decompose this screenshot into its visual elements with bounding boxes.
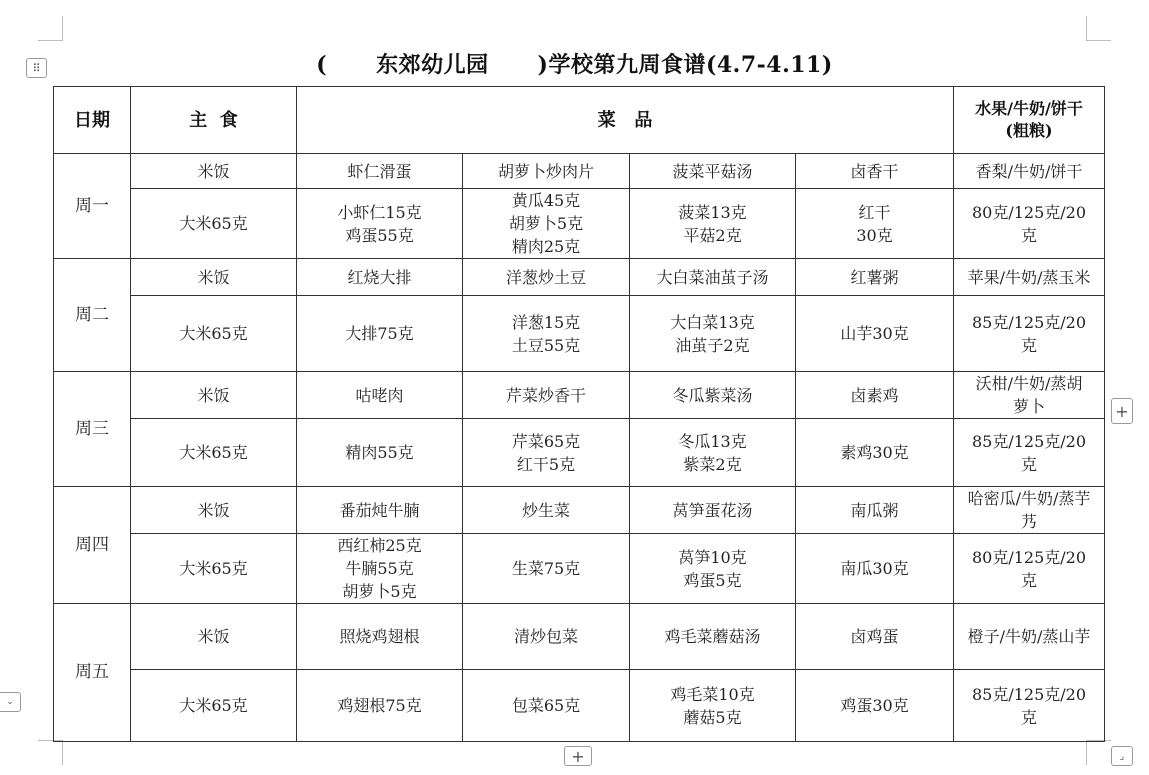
table-resize-icon[interactable]: ⌟ xyxy=(1111,746,1133,766)
soup-amount: 大白菜13克 油茧子2克 xyxy=(630,296,796,372)
menu-table xyxy=(53,86,1105,742)
fruit-amount: 85克/125克/20 克 xyxy=(954,419,1105,487)
fruit-name: 苹果/牛奶/蒸玉米 xyxy=(954,259,1105,296)
table-row xyxy=(54,259,1105,296)
soup-name: 菠菜平菇汤 xyxy=(630,154,796,189)
snack-amount: 南瓜30克 xyxy=(796,534,954,604)
dish-amount: 生菜75克 xyxy=(463,534,630,604)
dish-name: 番茄炖牛腩 xyxy=(297,487,463,534)
dish-amount: 黄瓜45克 胡萝卜5克 精肉25克 xyxy=(463,189,630,259)
table-move-handle-icon[interactable]: ⠿ xyxy=(26,58,47,78)
staple-amount: 大米65克 xyxy=(131,189,297,259)
day-cell: 周四 xyxy=(54,487,131,604)
crop-mark-bottom-left xyxy=(38,740,63,765)
dish-name: 芹菜炒香干 xyxy=(463,372,630,419)
soup-amount: 莴笋10克 鸡蛋5克 xyxy=(630,534,796,604)
snack-name: 卤香干 xyxy=(796,154,954,189)
staple-name: 米饭 xyxy=(131,604,297,670)
fruit-amount: 80克/125克/20 克 xyxy=(954,189,1105,259)
table-row xyxy=(54,604,1105,670)
table-row xyxy=(54,534,1105,604)
dish-amount: 包菜65克 xyxy=(463,670,630,742)
snack-amount: 鸡蛋30克 xyxy=(796,670,954,742)
header-dishes: 菜 品 xyxy=(297,87,954,154)
header-row xyxy=(54,87,1105,154)
header-date: 日期 xyxy=(54,87,131,154)
soup-name: 冬瓜紫菜汤 xyxy=(630,372,796,419)
crop-mark-top-right xyxy=(1086,16,1111,41)
table-row xyxy=(54,372,1105,419)
table-row xyxy=(54,154,1105,189)
snack-amount: 红干 30克 xyxy=(796,189,954,259)
staple-name: 米饭 xyxy=(131,372,297,419)
day-cell: 周五 xyxy=(54,604,131,742)
staple-amount: 大米65克 xyxy=(131,419,297,487)
snack-amount: 山芋30克 xyxy=(796,296,954,372)
day-cell: 周一 xyxy=(54,154,131,259)
staple-amount: 大米65克 xyxy=(131,534,297,604)
dish-amount: 洋葱15克 土豆55克 xyxy=(463,296,630,372)
dish-name: 清炒包菜 xyxy=(463,604,630,670)
dish-amount: 大排75克 xyxy=(297,296,463,372)
table-row xyxy=(54,296,1105,372)
header-staple: 主 食 xyxy=(131,87,297,154)
staple-amount: 大米65克 xyxy=(131,296,297,372)
staple-name: 米饭 xyxy=(131,487,297,534)
chevron-down-icon[interactable]: ⌄ xyxy=(0,692,21,712)
dish-name: 胡萝卜炒肉片 xyxy=(463,154,630,189)
soup-name: 莴笋蛋花汤 xyxy=(630,487,796,534)
snack-name: 南瓜粥 xyxy=(796,487,954,534)
fruit-name: 沃柑/牛奶/蒸胡 萝卜 xyxy=(954,372,1105,419)
soup-name: 大白菜油茧子汤 xyxy=(630,259,796,296)
soup-amount: 鸡毛菜10克 蘑菇5克 xyxy=(630,670,796,742)
crop-mark-bottom-right xyxy=(1086,740,1111,765)
staple-name: 米饭 xyxy=(131,259,297,296)
fruit-name: 香梨/牛奶/饼干 xyxy=(954,154,1105,189)
staple-name: 米饭 xyxy=(131,154,297,189)
soup-amount: 冬瓜13克 紫菜2克 xyxy=(630,419,796,487)
dish-amount: 西红柿25克 牛腩55克 胡萝卜5克 xyxy=(297,534,463,604)
fruit-amount: 85克/125克/20 克 xyxy=(954,670,1105,742)
soup-name: 鸡毛菜蘑菇汤 xyxy=(630,604,796,670)
header-fruit: 水果/牛奶/饼干 (粗粮) xyxy=(954,87,1105,154)
fruit-name: 哈密瓜/牛奶/蒸芋 艿 xyxy=(954,487,1105,534)
dish-amount: 小虾仁15克 鸡蛋55克 xyxy=(297,189,463,259)
table-row xyxy=(54,487,1105,534)
dish-name: 红烧大排 xyxy=(297,259,463,296)
snack-amount: 素鸡30克 xyxy=(796,419,954,487)
add-row-plus-icon[interactable]: + xyxy=(564,746,592,766)
dish-name: 照烧鸡翅根 xyxy=(297,604,463,670)
dish-name: 咕咾肉 xyxy=(297,372,463,419)
add-column-plus-icon[interactable]: + xyxy=(1111,398,1133,424)
staple-amount: 大米65克 xyxy=(131,670,297,742)
fruit-name: 橙子/牛奶/蒸山芋 xyxy=(954,604,1105,670)
fruit-amount: 85克/125克/20 克 xyxy=(954,296,1105,372)
crop-mark-top-left xyxy=(38,16,63,41)
day-cell: 周二 xyxy=(54,259,131,372)
table-row xyxy=(54,189,1105,259)
table-row xyxy=(54,670,1105,742)
day-cell: 周三 xyxy=(54,372,131,487)
snack-name: 卤鸡蛋 xyxy=(796,604,954,670)
dish-amount: 芹菜65克 红干5克 xyxy=(463,419,630,487)
table-row xyxy=(54,419,1105,487)
snack-name: 卤素鸡 xyxy=(796,372,954,419)
dish-name: 炒生菜 xyxy=(463,487,630,534)
dish-amount: 精肉55克 xyxy=(297,419,463,487)
fruit-amount: 80克/125克/20 克 xyxy=(954,534,1105,604)
page-title: ( 东郊幼儿园 )学校第九周食谱(4.7-4.11) xyxy=(316,52,833,78)
dish-amount: 鸡翅根75克 xyxy=(297,670,463,742)
dish-name: 虾仁滑蛋 xyxy=(297,154,463,189)
dish-name: 洋葱炒土豆 xyxy=(463,259,630,296)
soup-amount: 菠菜13克 平菇2克 xyxy=(630,189,796,259)
snack-name: 红薯粥 xyxy=(796,259,954,296)
